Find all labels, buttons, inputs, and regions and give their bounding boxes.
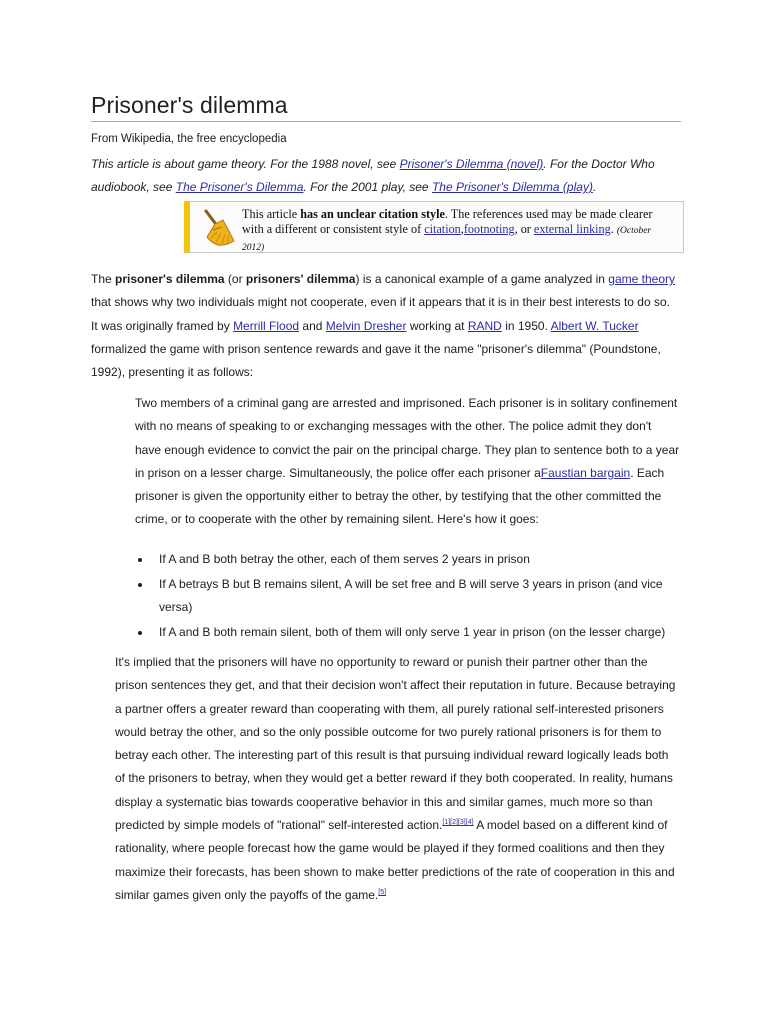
intro-text: formalized the game with prison sentence rewards and gave it the name "prisoner's dilemma" (Poundstone, 1992), presenting it as follows: [91, 341, 661, 380]
list-item: If A and B both remain silent, both of them will only serve 1 year in prison (on the lesser charge) [135, 621, 680, 644]
hatnote [91, 153, 691, 199]
body-text: It's implied that the prisoners will have no opportunity to reward or punish their partner other than the prison sentences they get, and that their decision won't affect their reputation in future. Because betraying a partner offers a greater reward than cooperating with them, all purely rational self-interested prisoners would betray the other, and so the only possible outcome for two purely rational prisoners is for them to betray each other. The interesting part of this result is that pursuing individual reward logically leads both of the prisoners to betray, when they would get a better reward if they both cooperated. In reality, humans display a systematic bias towards cooperative behavior in this and similar games, much more so than predicted by simple models of "rational" self-interested action. [115, 655, 676, 833]
citation-style-notice [184, 201, 684, 253]
notice-date: (October 2012) [242, 226, 652, 253]
link-melvin-dresher[interactable]: Melvin Dresher [325, 318, 407, 333]
link-citation[interactable]: citation [424, 222, 461, 236]
notice-message [242, 207, 672, 256]
intro-paragraph [91, 268, 679, 384]
link-game-theory[interactable]: game theory [608, 272, 675, 286]
broom-icon [198, 208, 238, 248]
title-divider [91, 121, 681, 122]
intro-text: that shows why two individuals might not cooperate, even if it appears that it is in their best interests to do so. It was originally framed by [91, 295, 670, 333]
tagline: From Wikipedia, the free encyclopedia [91, 133, 287, 145]
intro-text: in 1950. [501, 318, 551, 333]
hatnote-text: This article is about game theory. For the 1988 novel, see [91, 157, 400, 171]
link-play[interactable]: The Prisoner's Dilemma (play) [431, 180, 593, 194]
link-rand[interactable]: RAND [467, 318, 502, 333]
list-item: If A betrays B but B remains silent, A will be set free and B will serve 3 years in prison (and vice versa) [135, 573, 680, 620]
link-external-linking[interactable]: external linking [533, 222, 611, 236]
link-footnoting[interactable]: footnoting [463, 222, 515, 236]
intro-bold: prisoner's dilemma [115, 272, 225, 286]
hatnote-text: . [592, 180, 597, 194]
link-faustian-bargain[interactable]: Faustian bargain [540, 465, 631, 480]
link-novel[interactable]: Prisoner's Dilemma (novel) [399, 157, 544, 171]
reference-5[interactable]: [5] [378, 888, 387, 896]
list-item: If A and B both betray the other, each of them serves 2 years in prison [135, 548, 680, 571]
notice-text: This article [242, 207, 301, 221]
body-text: A model based on a different kind of rationality, where people forecast how the game would be played if they formed coalitions and then they maximize their forecasts, has been shown to make better predictions of the rate of cooperation in this and similar games given only the payoffs of the game. [115, 818, 675, 902]
intro-text: The [91, 272, 116, 286]
quote-text: . Each prisoner is given the opportunity either to betray the other, by testifying that the other committed the crime, or to cooperate with the other by remaining silent. Here's how it goes: [135, 465, 665, 527]
quote-text: Two members of a criminal gang are arrested and imprisoned. Each prisoner is in solitary confinement with no means of speaking to or exchanging messages with the other. The police admit they don't have enough evidence to convict the pair on the principal charge. They plan to sentence both to a year in prison on a lesser charge. Simultaneously, the police offer each prisoner a [135, 396, 680, 480]
reference-4[interactable]: [4] [465, 819, 474, 827]
notice-text: . [610, 222, 617, 236]
analysis-paragraph [115, 651, 681, 907]
page-title: Prisoner's dilemma [91, 92, 288, 118]
outcome-list [135, 548, 680, 646]
intro-text: (or [224, 272, 246, 286]
intro-text: ) is a canonical example of a game analyzed in [355, 272, 609, 286]
hatnote-text: . For the Doctor Who audiobook, see [91, 157, 655, 194]
notice-text: , or [514, 222, 534, 236]
hatnote-text: . For the 2001 play, see [303, 180, 432, 194]
notice-text: , [460, 222, 464, 236]
reference-1[interactable]: [1] [442, 819, 451, 827]
notice-text: . The references used may be made clearer with a different or consistent style of [242, 207, 653, 236]
notice-bold: has an unclear citation style [300, 207, 445, 221]
intro-text: working at [406, 318, 468, 333]
link-merrill-flood[interactable]: Merrill Flood [233, 318, 300, 333]
reference-3[interactable]: [3] [457, 819, 466, 827]
link-audiobook[interactable]: The Prisoner's Dilemma [175, 180, 304, 194]
reference-2[interactable]: [2] [450, 819, 458, 827]
link-albert-tucker[interactable]: Albert W. Tucker [550, 318, 639, 333]
intro-text: and [299, 318, 326, 333]
intro-bold: prisoners' dilemma [245, 272, 356, 286]
blockquote [135, 392, 680, 532]
